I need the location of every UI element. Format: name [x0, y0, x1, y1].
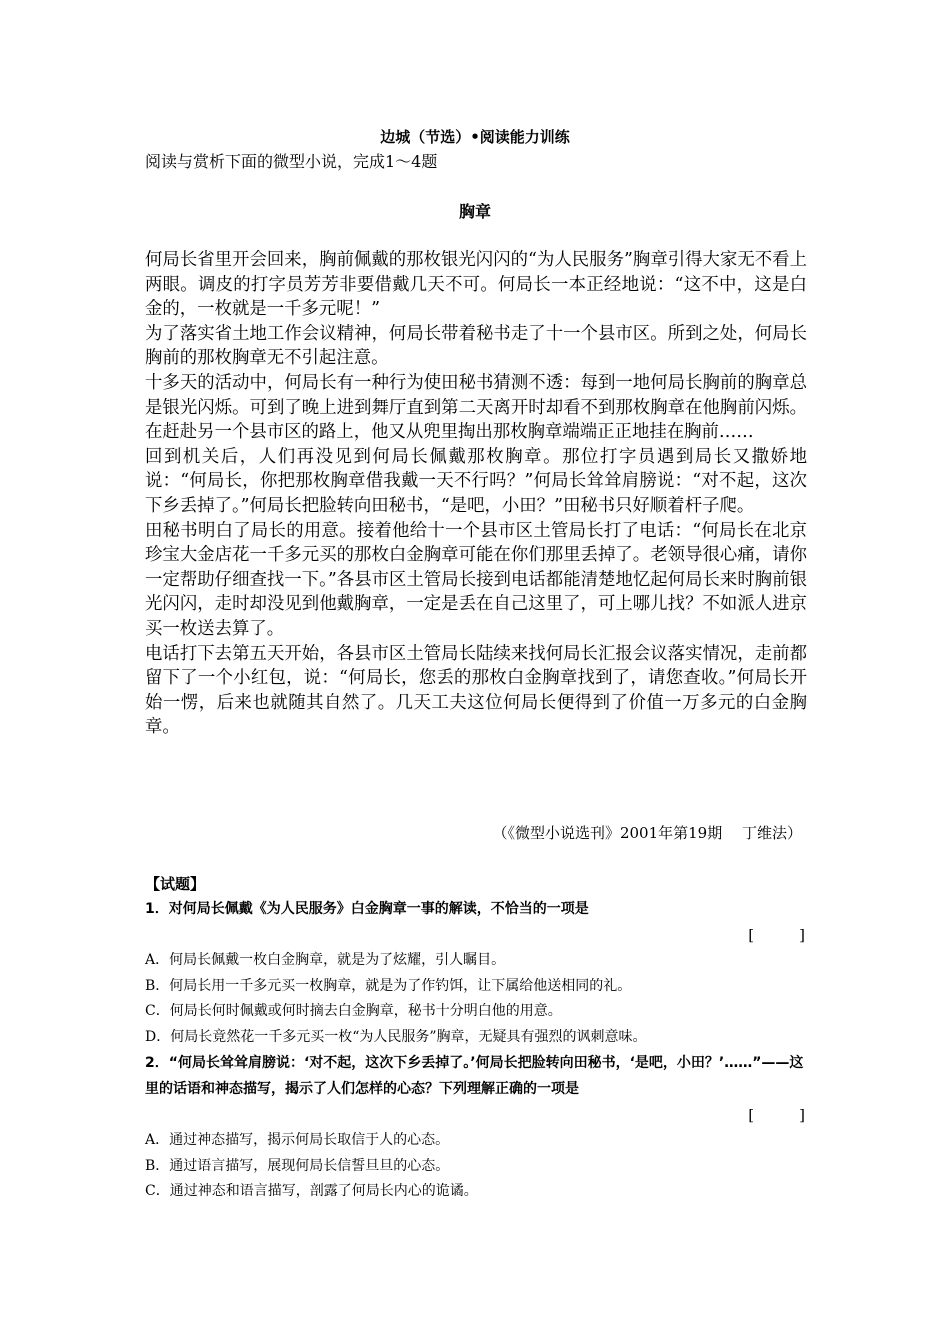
story-body — [145, 248, 807, 740]
answer-bracket: [ ] — [748, 926, 805, 944]
option-c: C．通过神态和语言描写，剖露了何局长内心的诡谲。 — [145, 1183, 478, 1199]
question-1 — [145, 896, 807, 1050]
option-c: C．何局长何时佩戴或何时摘去白金胸章，秘书十分明白他的用意。 — [145, 1003, 562, 1019]
quiz-label: 【试题】 — [145, 875, 206, 893]
option-b: B．通过语言描写，展现何局长信誓旦旦的心态。 — [145, 1157, 450, 1174]
question-2 — [145, 1050, 807, 1205]
option-b: B．何局长用一千多元买一枚胸章，就是为了作钓饵，让下属给他送相同的礼。 — [145, 977, 632, 994]
story-title: 胸章 — [458, 202, 491, 221]
option-a: A．何局长佩戴一枚白金胸章，就是为了炫耀，引人瞩目。 — [145, 952, 506, 968]
option-a: A．通过神态描写，揭示何局长取信于人的心态。 — [145, 1132, 450, 1148]
option-d: D．何局长竟然花一千多元买一枚“为人民服务”胸章，无疑具有强烈的讽刺意味。 — [145, 1028, 647, 1045]
story-paragraph: 田秘书明白了局长的用意。接着他给十一个县市区土管局长打了电话：“何局长在北京珍宝大金店花一千多元买的那枚白金胸章可能在你们那里丢掉了。老领导很心痛，请你一定帮助仔细查找一下。”各县市区土管局长接到电话都能清楚地忆起何局长来时胸前银光闪闪，走时却没见到他戴胸章，一定是丢在自己这里了，可上哪儿找？不如派人进京买一枚送去算了。 — [145, 520, 807, 639]
instructions: 阅读与赏析下面的微型小说，完成1～4题 — [145, 152, 438, 171]
story-paragraph: 何局长省里开会回来，胸前佩戴的那枚银光闪闪的“为人民服务”胸章引得大家无不看上两眼。调皮的打字员芳芳非要借戴几天不可。何局长一本正经地说：“这不中，这是白金的，一枚就是一千多元呢！” — [145, 250, 807, 320]
quiz-section — [145, 872, 807, 1205]
answer-bracket: [ ] — [748, 1106, 805, 1124]
story-paragraph: 回到机关后，人们再没见到何局长佩戴那枚胸章。那位打字员遇到局长又撒娇地说：“何局长，你把那枚胸章借我戴一天不行吗？”何局长耸耸肩膀说：“对不起，这次下乡丢掉了。”何局长把脸转向田秘书，“是吧，小田？”田秘书只好顺着杆子爬。 — [145, 446, 807, 516]
story-paragraph: 为了落实省土地工作会议精神，何局长带着秘书走了十一个县市区。所到之处，何局长胸前的那枚胸章无不引起注意。 — [145, 323, 807, 369]
story-paragraph: 电话打下去第五天开始，各县市区土管局长陆续来找何局长汇报会议落实情况，走前都留下了一个小红包，说：“何局长，您丢的那枚白金胸章找到了，请您查收。”何局长开始一愣，后来也就随其自然了。几天工夫这位何局长便得到了价值一万多元的白金胸章。 — [145, 643, 807, 738]
question-stem: 1．对何局长佩戴《为人民服务》白金胸章一事的解读，不恰当的一项是 — [145, 901, 589, 917]
question-stem: 2．“何局长耸耸肩膀说：‘对不起，这次下乡丢掉了。’何局长把脸转向田秘书，‘是吧，小田？’……”——这里的话语和神态描写，揭示了人们怎样的心态？下列理解正确的一项是 — [145, 1055, 804, 1097]
document-title: 边城（节选）•阅读能力训练 — [380, 128, 570, 146]
source-citation: （《微型小说选刊》2001年第19期 丁维法） — [492, 824, 802, 842]
story-paragraph: 十多天的活动中，何局长有一种行为使田秘书猜测不透：每到一地何局长胸前的胸章总是银光闪烁。可到了晚上进到舞厅直到第二天离开时却看不到那枚胸章在他胸前闪烁。在赶赴另一个县市区的路上，他又从兜里掏出那枚胸章端端正正地挂在胸前…… — [145, 372, 807, 443]
